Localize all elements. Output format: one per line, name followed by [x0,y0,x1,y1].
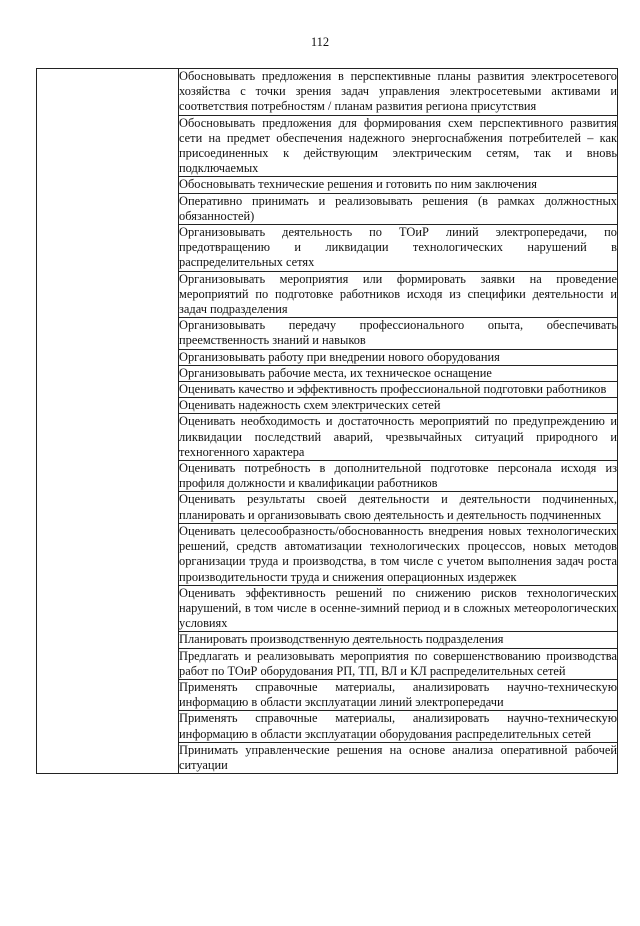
skill-text: Оперативно принимать и реализовывать решения (в рамках должностных обязанностей) [179,193,617,223]
skill-text: Оценивать надежность схем электрических сетей [179,398,618,414]
skill-text: Организовывать деятельность по ТОиР линий электропередачи, по предотвращению и ликвидации технологических нарушений в распределительных сетях [179,225,617,270]
table-row [37,69,618,116]
skill-text: Применять справочные материалы, анализировать научно-техническую информацию в области эксплуатации линий электропередачи [179,679,617,710]
skill-text: Оценивать результаты своей деятельности и деятельности подчиненных, планировать и организовывать свою деятельность и деятельность подчиненных [179,492,617,522]
skill-text: Организовывать мероприятия или формировать заявки на проведение мероприятий по подготовке работников исходя из специфики деятельности и задач подразделения [179,271,617,317]
skill-text: Принимать управленческие решения на основе анализа оперативной рабочей ситуации [179,742,617,772]
skill-text: Обосновывать предложения для формирования схем перспективного развития сети на предмет обеспечения надежного энергоснабжения потребителей – как присоединенных к действующим электрическим сетям, так и вновь подключаемых [179,115,617,176]
skill-text: Оценивать эффективность решений по снижению рисков технологических нарушений, в том числе в осенне-зимний период и в сложных метеорологических условиях [179,585,617,631]
skill-text: Обосновывать предложения в перспективные планы развития электросетевого хозяйства с точки зрения задач управления электросетевыми активами и соответствия потребностям / планам развития региона присутствия [179,69,617,114]
skill-text: Организовывать работу при внедрении нового оборудования [179,349,618,365]
skill-text: Оценивать необходимость и достаточность мероприятий по предупреждению и ликвидации последствий аварий, чрезвычайных ситуаций природного и техногенного характера [179,414,617,459]
skill-text: Оценивать целесообразность/обоснованность внедрения новых технологических решений, средств автоматизации технологических процессов, новых методов организации труда и производства, в том числе с учетом выполнения задач роста производительности труда и снижения операционных издержек [179,523,617,584]
skills-table [36,68,618,774]
skill-text: Обосновывать технические решения и готовить по ним заключения [179,177,618,193]
skill-text: Организовывать передачу профессионального опыта, обеспечивать преемственность знаний и навыков [179,318,617,348]
page-number: 112 [310,35,330,49]
skill-text: Применять справочные материалы, анализировать научно-техническую информацию в области эксплуатации оборудования распределительных сетей [179,711,617,741]
skill-text: Предлагать и реализовывать мероприятия по совершенствованию производства работ по ТОиР оборудования РП, ТП, ВЛ и КЛ распределительных сетей [179,648,617,678]
skill-text: Организовывать рабочие места, их техническое оснащение [179,365,618,381]
skill-text: Оценивать качество и эффективность профессиональной подготовки работников [179,382,618,398]
skill-text: Планировать производственную деятельность подразделения [179,632,618,648]
skill-text: Оценивать потребность в дополнительной подготовке персонала исходя из профиля должности и квалификации работников [179,461,617,491]
merged-label-cell [37,69,179,774]
